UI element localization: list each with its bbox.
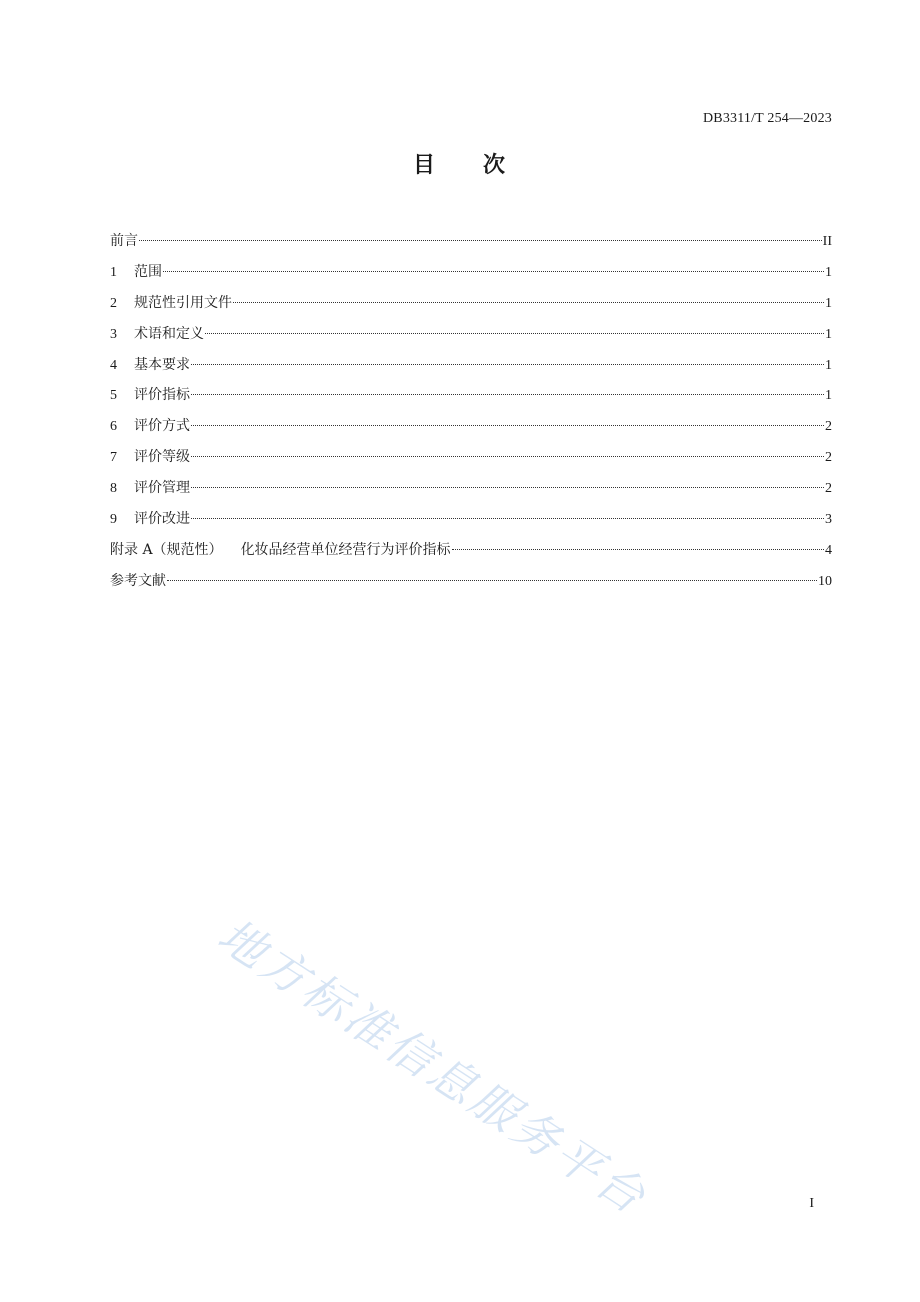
toc-entry-9[interactable] [110,507,832,538]
toc-entry-page: 2 [825,481,832,497]
dot-leader [163,271,824,272]
toc-entry-label: 基本要求 [134,356,190,373]
toc-entry-5[interactable] [110,383,832,414]
toc-entry-7[interactable] [110,445,832,476]
dot-leader [452,549,824,550]
toc-entry-label: 评价改进 [134,511,190,528]
toc-entry-label: 评价管理 [134,480,190,497]
toc-entry-number: 8 [110,481,117,497]
toc-entry-page: 1 [825,326,832,342]
toc-entry-2[interactable] [110,291,832,322]
toc-entry-3[interactable] [110,322,832,353]
title-char-1: 目 [412,153,437,178]
dot-leader [205,333,824,334]
toc-entry-page: 1 [825,388,832,404]
toc-entry-page: 1 [825,295,832,311]
dot-leader [191,487,824,488]
dot-leader [233,302,824,303]
toc-entry-number: 9 [110,512,117,528]
appendix-prefix: 附录 A（规范性） [110,541,223,558]
toc-entry-number: 1 [110,264,117,280]
dot-leader [139,240,822,241]
table-of-contents [110,229,832,600]
toc-entry-label: 评价方式 [134,418,190,435]
toc-entry-references[interactable] [110,569,832,600]
dot-leader [167,580,817,581]
toc-entry-number: 6 [110,419,117,435]
dot-leader [191,364,824,365]
toc-entry-page: 1 [825,264,832,280]
page-number: I [809,1196,814,1211]
toc-entry-number: 4 [110,357,117,373]
toc-entry-number: 2 [110,295,117,311]
toc-entry-label: 参考文献 [110,572,166,589]
toc-entry-page: II [822,234,832,249]
toc-entry-4[interactable] [110,353,832,384]
toc-entry-page: 2 [825,450,832,466]
toc-entry-label: 术语和定义 [134,325,204,342]
toc-entry-page: 4 [825,542,832,558]
dot-leader [191,456,824,457]
watermark: 地方标准信息服务平台 [208,907,658,1226]
page-title [0,148,920,179]
toc-entry-foreword[interactable] [110,229,832,260]
toc-entry-page: 1 [825,357,832,373]
toc-entry-page: 3 [825,512,832,528]
toc-entry-appendix-a[interactable] [110,538,832,569]
toc-entry-1[interactable] [110,260,832,291]
toc-entry-label: 评价等级 [134,449,190,466]
toc-entry-label: 评价指标 [134,387,190,404]
toc-entry-number: 3 [110,326,117,342]
toc-entry-number: 7 [110,450,117,466]
toc-entry-label: 前言 [110,233,138,249]
toc-entry-8[interactable] [110,476,832,507]
title-char-2: 次 [483,153,508,178]
toc-entry-label: 范围 [134,263,162,280]
dot-leader [191,425,824,426]
toc-entry-page: 2 [825,419,832,435]
dot-leader [191,518,824,519]
dot-leader [191,394,824,395]
toc-entry-number: 5 [110,388,117,404]
appendix-label: 化妆品经营单位经营行为评价指标 [240,541,451,558]
toc-entry-6[interactable] [110,414,832,445]
toc-entry-page: 10 [818,573,832,589]
toc-entry-label: 规范性引用文件 [134,294,232,311]
document-code: DB3311/T 254—2023 [702,111,832,126]
